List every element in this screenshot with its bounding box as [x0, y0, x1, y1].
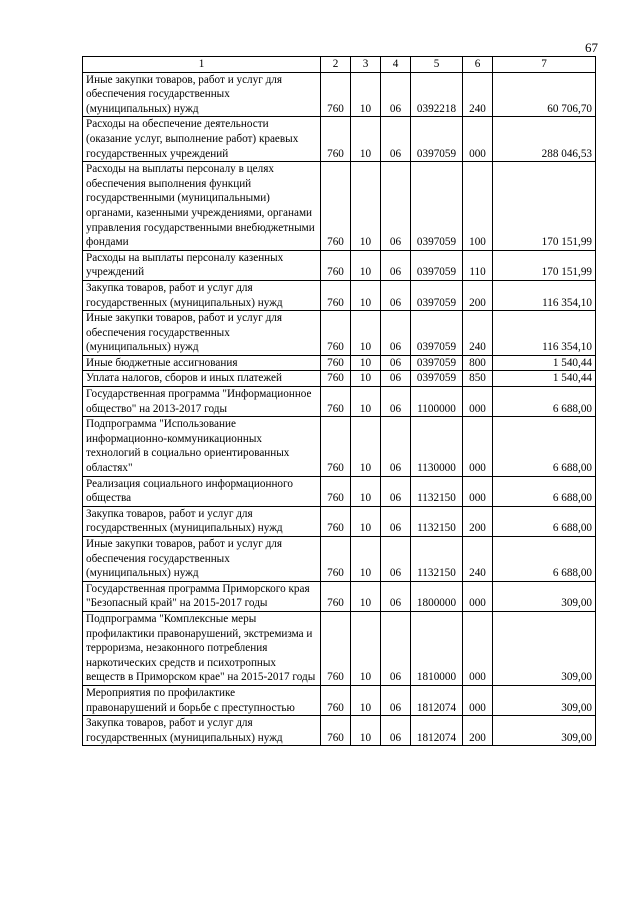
column-header: 4	[381, 57, 411, 73]
cell-subsection-code: 06	[381, 280, 411, 310]
table-row	[83, 280, 596, 310]
cell-ministry-code: 760	[321, 685, 351, 715]
cell-target-article: 0397059	[411, 280, 463, 310]
cell-section-code: 10	[351, 371, 381, 387]
cell-subsection-code: 06	[381, 611, 411, 685]
cell-section-code: 10	[351, 387, 381, 417]
cell-subsection-code: 06	[381, 117, 411, 162]
cell-ministry-code: 760	[321, 371, 351, 387]
cell-amount: 1 540,44	[493, 355, 596, 371]
table-row	[83, 250, 596, 280]
cell-ministry-code: 760	[321, 162, 351, 251]
cell-ministry-code: 760	[321, 72, 351, 117]
cell-amount: 6 688,00	[493, 506, 596, 536]
table-row	[83, 72, 596, 117]
cell-ministry-code: 760	[321, 476, 351, 506]
cell-expense-type: 100	[463, 162, 493, 251]
cell-subsection-code: 06	[381, 371, 411, 387]
cell-amount: 309,00	[493, 685, 596, 715]
cell-expense-type: 200	[463, 280, 493, 310]
table-row	[83, 117, 596, 162]
cell-expense-type: 000	[463, 611, 493, 685]
cell-section-code: 10	[351, 716, 381, 746]
cell-ministry-code: 760	[321, 611, 351, 685]
budget-table	[82, 56, 596, 746]
cell-section-code: 10	[351, 117, 381, 162]
row-name: Иные бюджетные ассигнования	[83, 355, 321, 371]
row-name: Расходы на выплаты персоналу в целях обеспечения выполнения функций государственными (муниципальными) органами, казенными учреждениями, органами управления государственными внебюджетными фондами	[83, 162, 321, 251]
column-header: 7	[493, 57, 596, 73]
cell-section-code: 10	[351, 476, 381, 506]
cell-ministry-code: 760	[321, 387, 351, 417]
cell-target-article: 1132150	[411, 537, 463, 582]
row-name: Иные закупки товаров, работ и услуг для обеспечения государственных (муниципальных) нужд	[83, 72, 321, 117]
row-name: Мероприятия по профилактике правонарушений и борьбе с преступностью	[83, 685, 321, 715]
cell-ministry-code: 760	[321, 506, 351, 536]
cell-ministry-code: 760	[321, 280, 351, 310]
cell-ministry-code: 760	[321, 417, 351, 476]
table-row	[83, 716, 596, 746]
cell-amount: 6 688,00	[493, 476, 596, 506]
table-row	[83, 355, 596, 371]
row-name: Государственная программа "Информационное общество" на 2013-2017 годы	[83, 387, 321, 417]
cell-target-article: 1810000	[411, 611, 463, 685]
table-body	[83, 57, 596, 746]
cell-expense-type: 200	[463, 716, 493, 746]
table-row	[83, 685, 596, 715]
row-name: Реализация социального информационного общества	[83, 476, 321, 506]
row-name: Иные закупки товаров, работ и услуг для обеспечения государственных (муниципальных) нужд	[83, 311, 321, 356]
cell-section-code: 10	[351, 611, 381, 685]
cell-ministry-code: 760	[321, 250, 351, 280]
cell-expense-type: 000	[463, 417, 493, 476]
cell-subsection-code: 06	[381, 417, 411, 476]
cell-section-code: 10	[351, 537, 381, 582]
cell-expense-type: 800	[463, 355, 493, 371]
cell-ministry-code: 760	[321, 355, 351, 371]
row-name: Закупка товаров, работ и услуг для государственных (муниципальных) нужд	[83, 280, 321, 310]
row-name: Государственная программа Приморского края "Безопасный край" на 2015-2017 годы	[83, 581, 321, 611]
cell-subsection-code: 06	[381, 250, 411, 280]
cell-target-article: 0397059	[411, 250, 463, 280]
cell-subsection-code: 06	[381, 311, 411, 356]
cell-expense-type: 000	[463, 387, 493, 417]
cell-ministry-code: 760	[321, 311, 351, 356]
row-name: Иные закупки товаров, работ и услуг для обеспечения государственных (муниципальных) нужд	[83, 537, 321, 582]
cell-expense-type: 240	[463, 311, 493, 356]
row-name: Закупка товаров, работ и услуг для государственных (муниципальных) нужд	[83, 506, 321, 536]
cell-target-article: 0397059	[411, 162, 463, 251]
cell-subsection-code: 06	[381, 506, 411, 536]
cell-amount: 288 046,53	[493, 117, 596, 162]
cell-amount: 6 688,00	[493, 387, 596, 417]
cell-target-article: 1800000	[411, 581, 463, 611]
table-row	[83, 537, 596, 582]
table-row	[83, 581, 596, 611]
cell-amount: 1 540,44	[493, 371, 596, 387]
cell-section-code: 10	[351, 417, 381, 476]
cell-target-article: 1132150	[411, 506, 463, 536]
cell-amount: 60 706,70	[493, 72, 596, 117]
table-row	[83, 162, 596, 251]
cell-target-article: 0397059	[411, 355, 463, 371]
cell-target-article: 1130000	[411, 417, 463, 476]
cell-amount: 309,00	[493, 581, 596, 611]
cell-subsection-code: 06	[381, 685, 411, 715]
table-row	[83, 387, 596, 417]
column-header: 6	[463, 57, 493, 73]
column-header: 3	[351, 57, 381, 73]
cell-target-article: 0397059	[411, 311, 463, 356]
column-header: 1	[83, 57, 321, 73]
cell-ministry-code: 760	[321, 117, 351, 162]
cell-section-code: 10	[351, 685, 381, 715]
cell-target-article: 1812074	[411, 685, 463, 715]
row-name: Расходы на обеспечение деятельности (оказание услуг, выполнение работ) краевых государственных учреждений	[83, 117, 321, 162]
cell-section-code: 10	[351, 506, 381, 536]
cell-target-article: 1100000	[411, 387, 463, 417]
cell-subsection-code: 06	[381, 716, 411, 746]
cell-ministry-code: 760	[321, 537, 351, 582]
table-row	[83, 611, 596, 685]
table-row	[83, 371, 596, 387]
row-name: Расходы на выплаты персоналу казенных учреждений	[83, 250, 321, 280]
cell-target-article: 0392218	[411, 72, 463, 117]
cell-target-article: 0397059	[411, 117, 463, 162]
cell-expense-type: 240	[463, 537, 493, 582]
page-number: 67	[585, 40, 598, 55]
cell-subsection-code: 06	[381, 476, 411, 506]
cell-section-code: 10	[351, 72, 381, 117]
cell-expense-type: 240	[463, 72, 493, 117]
cell-section-code: 10	[351, 581, 381, 611]
table-row	[83, 417, 596, 476]
cell-section-code: 10	[351, 280, 381, 310]
column-header: 2	[321, 57, 351, 73]
cell-section-code: 10	[351, 311, 381, 356]
cell-amount: 116 354,10	[493, 280, 596, 310]
table-row	[83, 506, 596, 536]
cell-subsection-code: 06	[381, 387, 411, 417]
cell-expense-type: 200	[463, 506, 493, 536]
cell-section-code: 10	[351, 355, 381, 371]
cell-subsection-code: 06	[381, 355, 411, 371]
cell-expense-type: 000	[463, 476, 493, 506]
cell-expense-type: 000	[463, 117, 493, 162]
cell-section-code: 10	[351, 162, 381, 251]
cell-amount: 309,00	[493, 611, 596, 685]
cell-expense-type: 000	[463, 581, 493, 611]
column-header: 5	[411, 57, 463, 73]
cell-expense-type: 110	[463, 250, 493, 280]
cell-amount: 6 688,00	[493, 537, 596, 582]
row-name: Закупка товаров, работ и услуг для государственных (муниципальных) нужд	[83, 716, 321, 746]
row-name: Уплата налогов, сборов и иных платежей	[83, 371, 321, 387]
row-name: Подпрограмма "Комплексные меры профилактики правонарушений, экстремизма и терроризма, незаконного потребления наркотических средств и психотропных веществ в Приморском крае" на 2015-2017 годы	[83, 611, 321, 685]
cell-expense-type: 850	[463, 371, 493, 387]
table-row	[83, 476, 596, 506]
cell-target-article: 1132150	[411, 476, 463, 506]
cell-subsection-code: 06	[381, 581, 411, 611]
cell-amount: 309,00	[493, 716, 596, 746]
cell-expense-type: 000	[463, 685, 493, 715]
cell-amount: 6 688,00	[493, 417, 596, 476]
cell-amount: 170 151,99	[493, 250, 596, 280]
cell-subsection-code: 06	[381, 72, 411, 117]
table-row	[83, 311, 596, 356]
cell-subsection-code: 06	[381, 162, 411, 251]
table-header-row	[83, 57, 596, 73]
cell-amount: 116 354,10	[493, 311, 596, 356]
cell-target-article: 0397059	[411, 371, 463, 387]
cell-ministry-code: 760	[321, 716, 351, 746]
row-name: Подпрограмма "Использование информационно-коммуникационных технологий в социально ориентированных областях"	[83, 417, 321, 476]
cell-ministry-code: 760	[321, 581, 351, 611]
cell-target-article: 1812074	[411, 716, 463, 746]
cell-section-code: 10	[351, 250, 381, 280]
cell-subsection-code: 06	[381, 537, 411, 582]
cell-amount: 170 151,99	[493, 162, 596, 251]
